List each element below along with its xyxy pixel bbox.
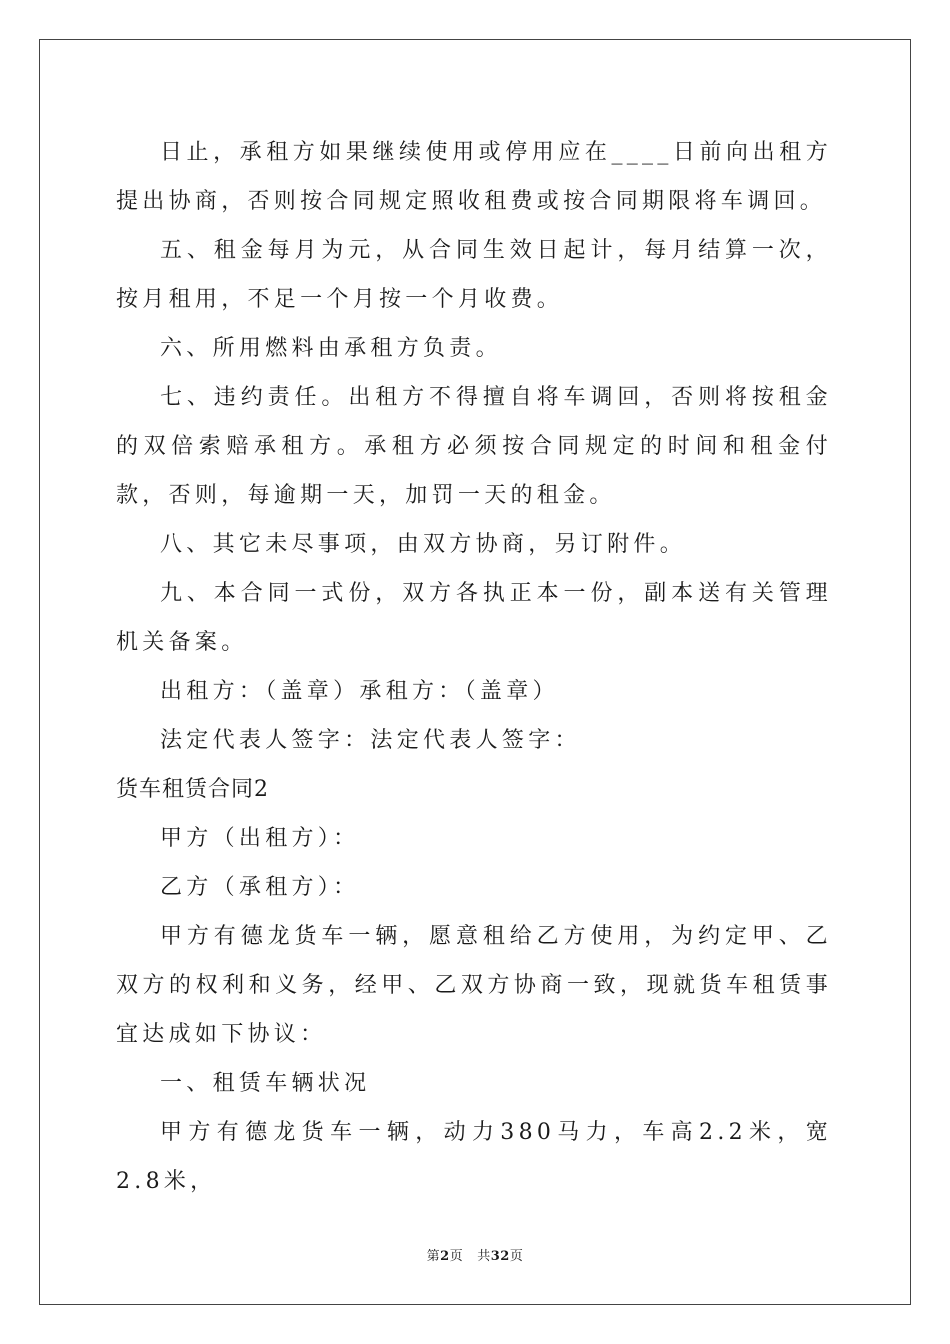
paragraph-clause-8-other: 八、其它未尽事项，由双方协商，另订附件。 [160, 532, 687, 557]
party-b-line: 乙方（承租方）： [160, 875, 360, 900]
paragraph-vehicle-description: 甲方有德龙货车一辆，动力380马力，车高2.2米，宽2.8米， [116, 1120, 832, 1194]
paragraph-clause-7-liability: 七、违约责任。出租方不得擅自将车调回，否则将按租金的双倍索赔承租方。承租方必须按合同规定的时间和租金付款，否则，每逾期一天，加罚一天的租金。 [116, 385, 832, 508]
paragraph-seal-line: 出租方：（盖章）承租方：（盖章） [160, 679, 559, 704]
paragraph-clause-5-rent: 五、租金每月为元，从合同生效日起计，每月结算一次，按月租用，不足一个月按一个月收费。 [116, 238, 832, 312]
document-body [116, 128, 832, 1206]
contract-2-title: 货车租赁合同2 [116, 777, 269, 802]
footer-total-suffix: 页 [509, 1249, 524, 1264]
section-1-heading: 一、租赁车辆状况 [160, 1071, 371, 1096]
paragraph-rental-end-notice: 日止，承租方如果继续使用或停用应在____日前向出租方提出协商，否则按合同规定照收租费或按合同期限将车调回。 [116, 140, 832, 214]
paragraph-preamble: 甲方有德龙货车一辆，愿意租给乙方使用，为约定甲、乙双方的权利和义务，经甲、乙双方协商一致，现就货车租赁事宜达成如下协议： [116, 924, 832, 1047]
footer-total-prefix: 共 [477, 1249, 491, 1264]
party-a-line: 甲方（出租方）： [160, 826, 360, 851]
footer-page-suffix: 页 [449, 1249, 464, 1264]
paragraph-clause-6-fuel: 六、所用燃料由承租方负责。 [160, 336, 502, 361]
footer-page-number: 2 [440, 1249, 450, 1264]
paragraph-signature-line: 法定代表人签字：法定代表人签字： [160, 728, 581, 753]
footer-total-pages: 32 [490, 1249, 510, 1264]
paragraph-clause-9-copies: 九、本合同一式份，双方各执正本一份，副本送有关管理机关备案。 [116, 581, 832, 655]
page-footer [0, 1245, 950, 1264]
footer-page-prefix: 第 [426, 1249, 441, 1264]
